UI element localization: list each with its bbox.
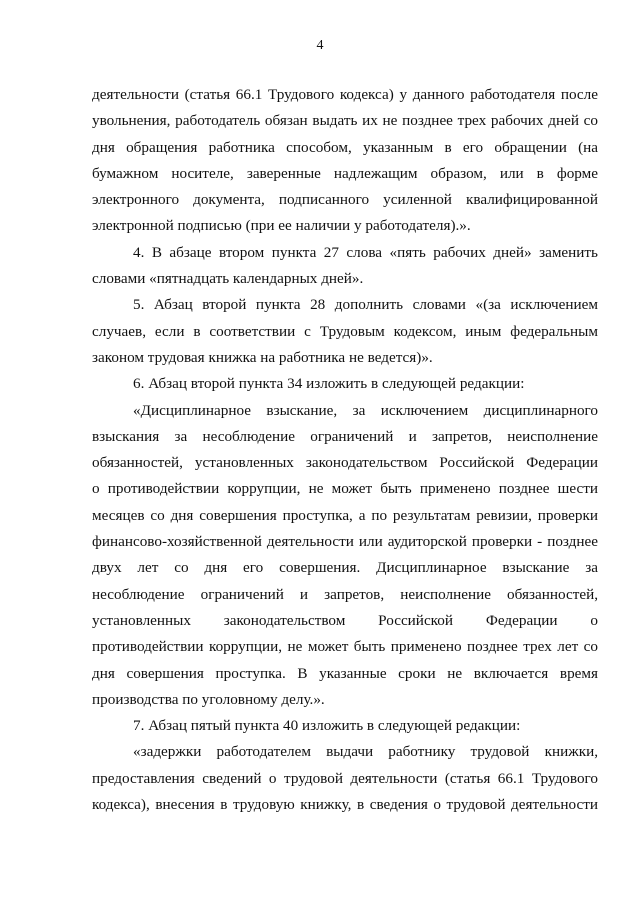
text-line: электронного документа, подписанного усиленной квалифицированной [92,191,598,209]
text-line: дня совершения проступка. В указанные сроки не включается время [92,664,598,682]
page-number: 4 [316,38,324,53]
text-line: установленных законодательством Российской Федерации о [92,611,598,629]
text-line: деятельности (статья 66.1 Трудового кодекса) у данного работодателя после [92,86,598,103]
text-line: несоблюдение ограничений и запретов, неисполнение обязанностей, [92,585,598,603]
text-line: предоставления сведений о трудовой деятельности (статья 66.1 Трудового [92,769,598,787]
text-line: производства по уголовному делу.». [92,690,325,708]
text-line: о противодействии коррупции, не может быть применено позднее шести [92,480,598,498]
text-line: кодекса), внесения в трудовую книжку, в сведения о трудовой деятельности [92,796,598,814]
text-line: законом трудовая книжка на работника не ведется)». [92,348,433,366]
text-line: увольнения, работодатель обязан выдать их не позднее трех рабочих дней со [92,112,598,130]
text-line: взыскания за несоблюдение ограничений и запретов, неисполнение [92,427,598,445]
text-line: бумажном носителе, заверенные надлежащим образом, или в форме [92,164,598,182]
text-line: 4. В абзаце втором пункта 27 слова «пять рабочих дней» заменить [133,243,598,261]
text-line: 5. Абзац второй пункта 28 дополнить словами «(за исключением [133,296,598,314]
text-line: словами «пятнадцать календарных дней». [92,270,364,288]
text-line: случаев, если в соответствии с Трудовым кодексом, иным федеральным [92,322,598,340]
document-body [92,82,598,818]
text-line: месяцев со дня совершения проступка, а по результатам ревизии, проверки [92,506,598,524]
text-line: двух лет со дня его совершения. Дисциплинарное взыскание за [92,559,598,577]
text-line: электронной подписью (при ее наличии у работодателя).». [92,217,471,235]
text-line: дня обращения работника способом, указанным в его обращении (на [92,138,598,156]
text-line: 7. Абзац пятый пункта 40 изложить в следующей редакции: [133,717,521,735]
text-line: обязанностей, установленных законодательством Российской Федерации [92,454,598,472]
text-line: противодействии коррупции, не может быть применено позднее трех лет со [92,638,598,656]
text-line: финансово-хозяйственной деятельности или аудиторской проверки - позднее [92,533,598,551]
text-line: 6. Абзац второй пункта 34 изложить в следующей редакции: [133,375,525,393]
text-line: «Дисциплинарное взыскание, за исключением дисциплинарного [133,401,598,419]
text-line: «задержки работодателем выдачи работнику трудовой книжки, [133,743,598,761]
